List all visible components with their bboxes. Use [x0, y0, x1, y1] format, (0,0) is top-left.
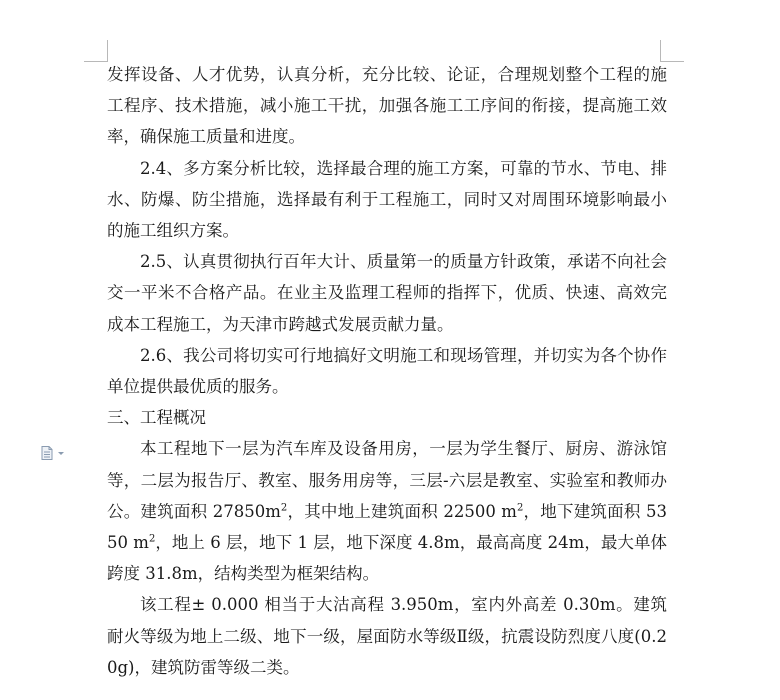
overview-text-2: ，其中地上建筑面积 22500 m — [287, 501, 517, 521]
superscript-square-2: 2 — [516, 502, 524, 514]
paragraph-elevation-and-fire-rating: 该工程± 0.000 相当于大沽高程 3.950m，室内外高差 0.30m。建筑耐火等级为地上二级、地下一级，屋面防水等级Ⅱ级，抗震设防烈度八度(0.20g)，建筑防雷等级二类。 — [107, 595, 667, 677]
overview-text-4: ，地上 6 层，地下 1 层，地下深度 4.8m，最高高度 24m，最大单体跨度 31.8m，结构类型为框架结构。 — [107, 533, 668, 584]
paragraph-2-4: 2.4、多方案分析比较，选择最合理的施工方案，可靠的节水、节电、排水、防爆、防尘措施，选择最有利于工程施工，同时又对周围环境影响最小的施工组织方案。 — [107, 158, 667, 241]
paragraph-project-overview — [107, 433, 667, 589]
paragraph-2-5: 2.5、认真贯彻执行百年大计、质量第一的质量方针政策，承诺不向社会交一平米不合格产品。在业主及监理工程师的指挥下，优质、快速、高效完成本工程施工，为天津市跨越式发展贡献力量。 — [107, 252, 667, 334]
document-body[interactable] — [107, 59, 667, 683]
paragraph-continuation: 发挥设备、人才优势，认真分析，充分比较、论证，合理规划整个工程的施工程序、技术措施，减小施工干扰，加强各施工工序间的衔接，提高施工效率，确保施工质量和进度。 — [107, 65, 667, 147]
section-heading-project-overview: 三、工程概况 — [107, 408, 206, 428]
document-icon — [40, 446, 68, 460]
overview-text-1: 本工程地下一层为汽车库及设备用房，一层为学生餐厅、厨房、游泳馆等，二层为报告厅、教室、服务用房等，三层-六层是教室、实验室和教师办公。建筑面积 27850m — [107, 439, 667, 521]
crop-mark-top-left-horizontal — [84, 61, 108, 62]
overview-text-3: ，地下建筑面积 5350 m — [107, 501, 668, 553]
paragraph-layout-button[interactable] — [40, 446, 68, 460]
paragraph-2-6: 2.6、我公司将切实可行地搞好文明施工和现场管理，并切实为各个协作单位提供最优质的服务。 — [107, 345, 667, 397]
superscript-square-1: 2 — [280, 502, 288, 514]
superscript-square-3: 2 — [148, 533, 156, 545]
chevron-down-icon — [58, 452, 64, 455]
